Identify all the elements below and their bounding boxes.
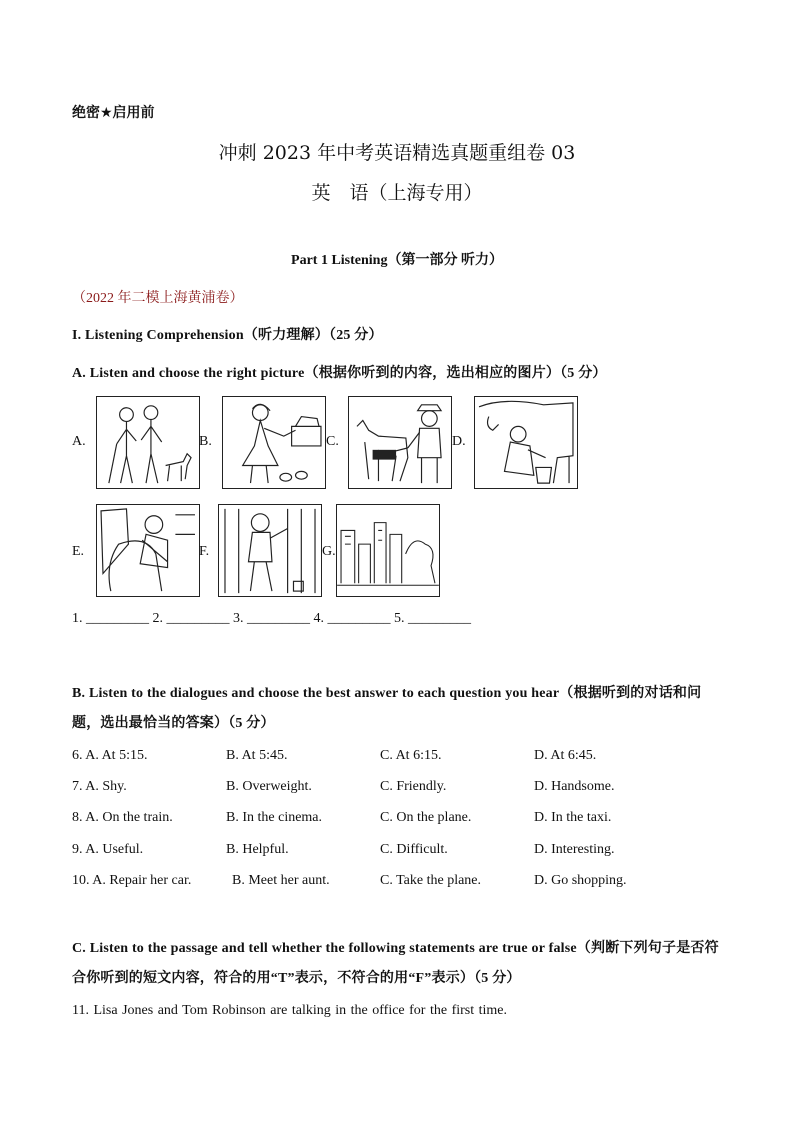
option-d[interactable]: D. At 6:45.: [534, 748, 597, 763]
part-title: Part 1 Listening（第一部分 听力）: [291, 253, 503, 268]
option-b[interactable]: B. In the cinema.: [226, 810, 323, 825]
picture-label-e: E.: [72, 544, 85, 559]
option-d[interactable]: D. Handsome.: [534, 779, 615, 794]
section-i-heading: I. Listening Comprehension（听力理解）（25 分）: [72, 328, 383, 343]
exam-subtitle: 英 语（上海专用）: [311, 182, 483, 204]
option-a[interactable]: 9. A. Useful.: [72, 842, 144, 857]
option-c[interactable]: C. Take the plane.: [380, 873, 482, 888]
picture-label-d: D.: [452, 434, 466, 449]
option-c[interactable]: C. At 6:15.: [380, 748, 442, 763]
confidential-label: 绝密★启用前: [72, 105, 155, 121]
source-note: （2022 年二模上海黄浦卷）: [72, 291, 244, 306]
police-officer-police-dog-picture: [348, 396, 452, 489]
question-row: [72, 842, 732, 860]
option-a[interactable]: 6. A. At 5:15.: [72, 748, 148, 763]
picture-label-g: G.: [322, 544, 336, 559]
question-row: [72, 873, 732, 891]
exam-title: 冲刺 2023 年中考英语精选真题重组卷 03: [218, 142, 576, 164]
option-a[interactable]: 7. A. Shy.: [72, 779, 127, 794]
option-a[interactable]: 8. A. On the train.: [72, 810, 173, 825]
picture-label-a: A.: [72, 434, 86, 449]
girl-feeding-chickens-picture: [222, 396, 326, 489]
option-c[interactable]: C. Difficult.: [380, 842, 448, 857]
option-b[interactable]: B. Meet her aunt.: [232, 873, 330, 888]
section-b-heading: B. Listen to the dialogues and choose the best answer to each question you hear（根据听到的对话和问题，选出最恰当的答案）（5 分）: [72, 686, 702, 731]
option-b[interactable]: B. Helpful.: [226, 842, 289, 857]
option-b[interactable]: B. Overweight.: [226, 779, 312, 794]
section-a-heading: A. Listen and choose the right picture（根据你听到的内容，选出相应的图片）（5 分）: [72, 366, 607, 381]
picture-label-c: C.: [326, 434, 339, 449]
statement-11: 11. Lisa Jones and Tom Robinson are talking in the office for the first time.: [72, 1003, 508, 1018]
option-c[interactable]: C. Friendly.: [380, 779, 447, 794]
option-d[interactable]: D. In the taxi.: [534, 810, 612, 825]
picture-label-b: B.: [199, 434, 212, 449]
blind-person-guide-dog-picture: [96, 396, 200, 489]
option-c[interactable]: C. On the plane.: [380, 810, 472, 825]
question-row: [72, 810, 732, 828]
option-d[interactable]: D. Go shopping.: [534, 873, 627, 888]
option-d[interactable]: D. Interesting.: [534, 842, 615, 857]
picture-label-f: F.: [199, 544, 210, 559]
boy-painting-fence-picture: [218, 504, 322, 597]
city-buildings-trees-picture: [336, 504, 440, 597]
answer-blanks[interactable]: 1. _________ 2. _________ 3. _________ 4. _________ 5. _________: [72, 611, 471, 626]
question-row: [72, 748, 732, 766]
option-a[interactable]: 10. A. Repair her car.: [72, 873, 192, 888]
question-row: [72, 779, 732, 797]
option-b[interactable]: B. At 5:45.: [226, 748, 288, 763]
farmer-milking-cow-picture: [474, 396, 578, 489]
section-c-heading: C. Listen to the passage and tell whether the following statements are true or false（判断下列句子是否符合你听到的短文内容，符合的用“T”表示，不符合的用“F”表示）（5 分）: [72, 941, 719, 986]
child-car-seat-picture: [96, 504, 200, 597]
